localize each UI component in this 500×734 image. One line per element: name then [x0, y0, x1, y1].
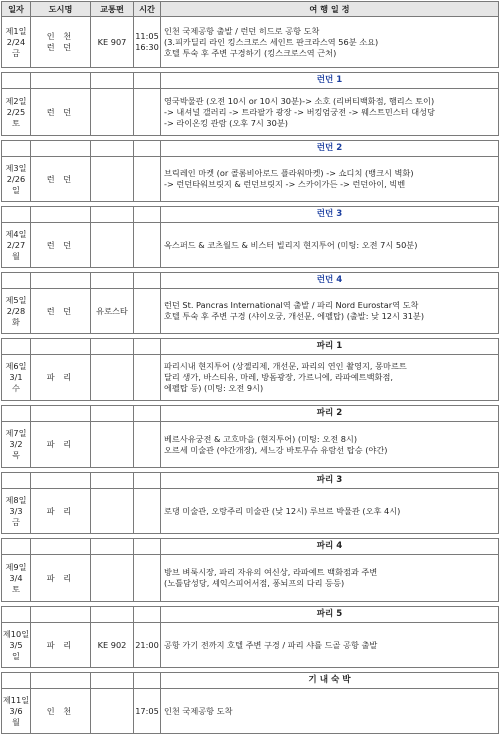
plan-cell: 로댕 미술관, 오랑주리 미술관 (낮 12시) 루브르 박물관 (오후 4시) — [161, 489, 499, 534]
day-cell — [2, 89, 31, 136]
divider-empty-cell — [134, 273, 161, 289]
day-date: 2/28 — [6, 305, 26, 316]
city-name: 런 던 — [46, 239, 75, 250]
section-divider — [2, 473, 499, 489]
day-weekday: 금 — [12, 47, 20, 58]
day-cell — [2, 17, 31, 68]
day-weekday: 월 — [12, 716, 20, 727]
divider-empty-cell — [2, 473, 31, 489]
day-row-d10 — [2, 623, 499, 668]
day-cell — [2, 289, 31, 334]
section-label: 파리 4 — [161, 539, 499, 555]
day-cell — [2, 223, 31, 268]
divider-empty-cell — [91, 73, 134, 89]
day-weekday: 일 — [12, 650, 20, 661]
day-day: 제6일 — [5, 361, 27, 371]
city-cell — [31, 689, 91, 734]
divider-empty-cell — [2, 273, 31, 289]
plan-cell: 방브 벼룩시장, 파리 자유의 여신상, 라파예트 백화점과 주변 (노틀담성당, 셰익스피어서점, 퐁뇌프의 다리 등등) — [161, 555, 499, 602]
divider-empty-cell — [91, 607, 134, 623]
divider-empty-cell — [2, 673, 31, 689]
divider-empty-cell — [134, 607, 161, 623]
section-divider — [2, 207, 499, 223]
divider-empty-cell — [91, 273, 134, 289]
transport-cell: KE 902 — [91, 623, 134, 668]
divider-empty-cell — [31, 141, 91, 157]
day-row-d11 — [2, 689, 499, 734]
city-cell — [31, 355, 91, 401]
divider-empty-cell — [134, 339, 161, 355]
divider-empty-cell — [2, 141, 31, 157]
divider-empty-cell — [31, 207, 91, 223]
transport-cell — [91, 355, 134, 401]
section-label: 기 내 숙 박 — [161, 673, 499, 689]
section-divider — [2, 141, 499, 157]
section-divider — [2, 273, 499, 289]
divider-empty-cell — [2, 73, 31, 89]
divider-empty-cell — [91, 207, 134, 223]
section-label: 런던 1 — [161, 73, 499, 89]
divider-empty-cell — [31, 673, 91, 689]
day-date: 3/2 — [9, 439, 23, 449]
plan-cell: 영국박물관 (오전 10시 or 10시 30분)-> 소호 (리버티백화점, 햄리스 토이) -> 내셔널 갤러리 -> 트라팔가 광장 -> 버킹엄궁전 -> 웨스트민스터 대성당 -> 라이온킹 관람 (오후 7시 30분) — [161, 89, 499, 136]
day-cell — [2, 489, 31, 534]
city-cell — [31, 422, 91, 468]
day-date: 2/25 — [6, 106, 26, 117]
section-divider — [2, 607, 499, 623]
day-row-d3 — [2, 157, 499, 202]
day-day: 제2일 — [5, 95, 27, 106]
day-day: 제8일 — [5, 494, 27, 505]
time-cell: 21:00 — [134, 623, 161, 668]
day-day: 제10일 — [2, 628, 30, 639]
city-name: 런 던 — [46, 173, 75, 184]
day-row-d5 — [2, 289, 499, 334]
day-row-d7 — [2, 422, 499, 468]
day-cell — [2, 689, 31, 734]
city-name: 런 던 — [46, 106, 75, 117]
day-day: 제3일 — [5, 162, 27, 173]
day-weekday: 목 — [12, 450, 20, 460]
day-row-d6 — [2, 355, 499, 401]
time-cell — [134, 289, 161, 334]
day-day: 제7일 — [5, 428, 27, 438]
day-row-d2 — [2, 89, 499, 136]
time-cell — [134, 223, 161, 268]
divider-empty-cell — [91, 473, 134, 489]
header-time: 시간 — [134, 2, 161, 17]
time-cell — [134, 89, 161, 136]
day-cell — [2, 555, 31, 602]
divider-empty-cell — [2, 339, 31, 355]
plan-cell: 인천 국제공항 출발 / 런던 히드로 공항 도착 (3.피카딜리 라인 킹스크로스 세인트 판크라스역 56분 소요) 호텔 투숙 후 주변 구경하기 (킹스크로스역 근처) — [161, 17, 499, 68]
divider-empty-cell — [31, 273, 91, 289]
section-divider — [2, 673, 499, 689]
plan-cell: 공항 가기 전까지 호텔 주변 구경 / 파리 샤를 드골 공항 출발 — [161, 623, 499, 668]
transport-cell — [91, 555, 134, 602]
day-weekday: 일 — [12, 184, 20, 195]
day-row-d8 — [2, 489, 499, 534]
day-weekday: 화 — [12, 316, 20, 327]
day-row-d1 — [2, 17, 499, 68]
city-cell — [31, 89, 91, 136]
header-transport: 교통편 — [91, 2, 134, 17]
section-label: 파리 3 — [161, 473, 499, 489]
city-name: 파 리 — [46, 639, 75, 650]
time-cell — [134, 422, 161, 468]
day-date: 3/4 — [9, 572, 23, 583]
time-cell — [134, 355, 161, 401]
itinerary-table — [1, 1, 499, 734]
day-cell — [2, 355, 31, 401]
city-cell — [31, 289, 91, 334]
city-name: 런 던 — [46, 305, 75, 316]
transport-cell — [91, 689, 134, 734]
city-cell — [31, 623, 91, 668]
time-cell — [134, 157, 161, 202]
day-weekday: 토 — [12, 583, 20, 594]
divider-empty-cell — [2, 607, 31, 623]
day-weekday: 금 — [12, 516, 20, 527]
plan-cell: 브릭레인 마켓 (or 콜롬비아로드 플라워마켓) -> 쇼디치 (뱅크시 벽화) -> 런던타워브릿지 & 런던브릿지 -> 스카이가든 -> 런던아이, 빅벤 — [161, 157, 499, 202]
transport-cell — [91, 89, 134, 136]
section-label: 런던 3 — [161, 207, 499, 223]
day-weekday: 수 — [12, 383, 20, 393]
day-day: 제11일 — [2, 694, 30, 705]
day-day: 제5일 — [5, 294, 27, 305]
day-date: 3/6 — [9, 705, 23, 716]
day-day: 제1일 — [5, 25, 27, 36]
header-itinerary: 여 행 일 정 — [161, 2, 499, 17]
divider-empty-cell — [134, 473, 161, 489]
divider-empty-cell — [134, 207, 161, 223]
divider-empty-cell — [31, 473, 91, 489]
plan-cell: 옥스퍼드 & 코츠월드 & 비스터 빌리지 현지투어 (미팅: 오전 7시 50분) — [161, 223, 499, 268]
city-name: 파 리 — [46, 572, 75, 583]
divider-empty-cell — [31, 607, 91, 623]
divider-empty-cell — [91, 339, 134, 355]
day-date: 2/26 — [6, 173, 26, 184]
divider-empty-cell — [91, 539, 134, 555]
time-cell — [134, 555, 161, 602]
transport-cell: KE 907 — [91, 17, 134, 68]
day-cell — [2, 422, 31, 468]
city-cell — [31, 489, 91, 534]
plan-cell: 인천 국제공항 도착 — [161, 689, 499, 734]
time-cell: 17:05 — [134, 689, 161, 734]
section-label: 파리 1 — [161, 339, 499, 355]
divider-empty-cell — [134, 539, 161, 555]
header-city: 도시명 — [31, 2, 91, 17]
city-name: 파 리 — [46, 505, 75, 516]
day-cell — [2, 157, 31, 202]
section-label: 파리 2 — [161, 406, 499, 422]
day-date: 3/5 — [9, 639, 23, 650]
city-name: 파 리 — [46, 372, 75, 382]
divider-empty-cell — [134, 141, 161, 157]
time-cell — [134, 489, 161, 534]
header-date: 일자 — [2, 2, 31, 17]
plan-cell: 베르사유궁전 & 고흐마을 (현지투어) (미팅: 오전 8시) 오르세 미술관 (야간개장), 세느강 바토무슈 유람선 탑승 (야간) — [161, 422, 499, 468]
divider-empty-cell — [134, 673, 161, 689]
section-label: 파리 5 — [161, 607, 499, 623]
plan-cell: 파리시내 현지투어 (상젤리제, 개선문, 파리의 연인 촬영지, 몽마르트 달리 생가, 바스티유, 마레, 방돔광장, 가르니에, 라파예트백화점, 에펠탑 등) (미팅: 오전 9시) — [161, 355, 499, 401]
day-date: 2/27 — [6, 239, 26, 250]
divider-empty-cell — [31, 73, 91, 89]
section-divider — [2, 339, 499, 355]
day-date: 3/3 — [9, 505, 23, 516]
city-cell — [31, 555, 91, 602]
day-date: 2/24 — [6, 36, 26, 47]
time-cell: 11:05 16:30 — [134, 17, 161, 68]
transport-cell — [91, 422, 134, 468]
divider-empty-cell — [134, 73, 161, 89]
section-divider — [2, 406, 499, 422]
city-name: 인 천 — [46, 705, 75, 716]
day-weekday: 월 — [12, 250, 20, 261]
divider-empty-cell — [91, 406, 134, 422]
section-divider — [2, 73, 499, 89]
day-date: 3/1 — [9, 372, 23, 382]
divider-empty-cell — [134, 406, 161, 422]
city-cell — [31, 223, 91, 268]
divider-empty-cell — [31, 339, 91, 355]
transport-cell — [91, 223, 134, 268]
day-row-d4 — [2, 223, 499, 268]
divider-empty-cell — [91, 673, 134, 689]
day-day: 제9일 — [5, 561, 27, 572]
day-weekday: 토 — [12, 117, 20, 128]
day-row-d9 — [2, 555, 499, 602]
day-day: 제4일 — [5, 228, 27, 239]
day-cell — [2, 623, 31, 668]
divider-empty-cell — [2, 539, 31, 555]
plan-cell: 런던 St. Pancras International역 출발 / 파리 Nord Eurostar역 도착 호텔 투숙 후 주변 구경 (샤이오궁, 개선문, 에펠탑) (출발: 낮 12시 31분) — [161, 289, 499, 334]
divider-empty-cell — [31, 539, 91, 555]
section-label: 런던 2 — [161, 141, 499, 157]
header-row — [2, 2, 499, 17]
divider-empty-cell — [91, 141, 134, 157]
city-name: 인 천 런 던 — [46, 31, 75, 52]
city-cell — [31, 157, 91, 202]
section-divider — [2, 539, 499, 555]
divider-empty-cell — [2, 406, 31, 422]
divider-empty-cell — [31, 406, 91, 422]
transport-cell — [91, 489, 134, 534]
section-label: 런던 4 — [161, 273, 499, 289]
city-cell — [31, 17, 91, 68]
transport-cell — [91, 157, 134, 202]
divider-empty-cell — [2, 207, 31, 223]
city-name: 파 리 — [46, 439, 75, 449]
transport-cell: 유로스타 — [91, 289, 134, 334]
